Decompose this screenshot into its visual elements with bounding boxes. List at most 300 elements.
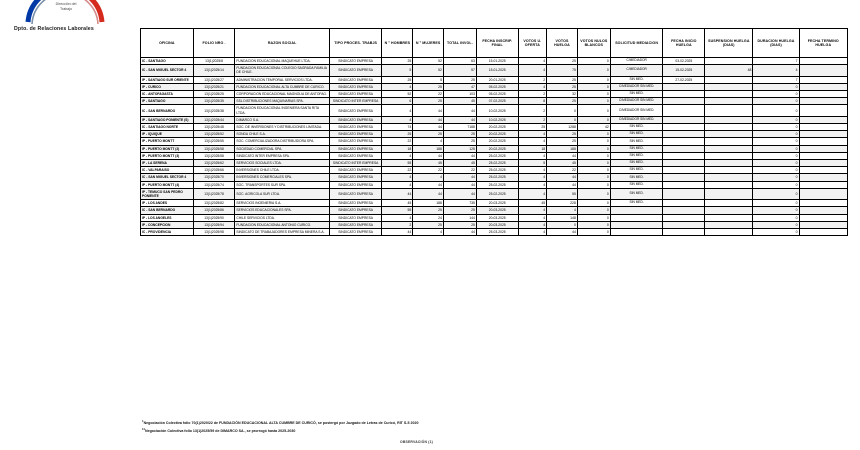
cell-fecha-ter [799, 91, 847, 98]
col-header-fecha-ini: FECHA INICIO HUELGA [663, 29, 705, 58]
cell-razon: SOCIEDAD COMERCIAL SPA. [235, 145, 329, 152]
cell-mujeres: 188 [413, 145, 444, 152]
cell-votos-h: 44 [547, 174, 578, 181]
cell-razon: CHILE SERVICIOS LTDA. [235, 214, 329, 221]
table-row[interactable] [141, 152, 848, 159]
cell-razon: INVERSIONES COMERCIALES SPA. [235, 174, 329, 181]
cell-total: 44 [443, 152, 476, 159]
cell-votos-uo: 4 [518, 229, 547, 236]
cell-votos-h: 45 [547, 160, 578, 167]
cell-folio: 13(1)2025/98 [193, 229, 235, 236]
cell-votos-h: 228 [547, 200, 578, 207]
cell-oficina: IC - VALPARAISO [141, 167, 194, 174]
table-row[interactable] [141, 83, 848, 90]
cell-tipo: SINDICATO EMPRESA [329, 152, 382, 159]
cell-duracion: 0 [753, 105, 799, 116]
cell-razon: SOC. AGRICOLA SUR LTDA. [235, 188, 329, 199]
cell-hombres: 22 [382, 167, 413, 174]
cell-solicitud: SIN MED. [610, 167, 663, 174]
cell-mujeres: 5 [413, 76, 444, 83]
cell-votos-h: 32 [547, 91, 578, 98]
cell-solicitud: C/MEDIADOR SIN MED. [610, 98, 663, 105]
cell-tipo: SINDICATO EMPRESA [329, 91, 382, 98]
cell-suspension [705, 207, 753, 214]
cell-hombres: 4 [382, 214, 413, 221]
cell-suspension [705, 138, 753, 145]
cell-suspension [705, 167, 753, 174]
cell-fecha-ter [799, 138, 847, 145]
cell-fecha-ter [799, 167, 847, 174]
cell-votos-nb: 0 [577, 138, 610, 145]
cell-fecha-ins: 25-02-2025 [476, 152, 518, 159]
table-row[interactable] [141, 105, 848, 116]
table-row[interactable] [141, 145, 848, 152]
cell-votos-uo: 8 [518, 98, 547, 105]
col-header-duracion: DURACION HUELGA (DIAS) [753, 29, 799, 58]
cell-votos-nb: 0 [577, 65, 610, 76]
cell-solicitud [610, 229, 663, 236]
cell-fecha-ins: 20-02-2025 [476, 131, 518, 138]
cell-tipo: SINDICATO EMPRESA [329, 58, 382, 65]
cell-fecha-ter [799, 207, 847, 214]
cell-tipo: SINDICATO EMPRESA [329, 207, 382, 214]
cell-fecha-ini [663, 229, 705, 236]
table-row[interactable] [141, 188, 848, 199]
cell-fecha-ter [799, 152, 847, 159]
cell-duracion: 0 [753, 138, 799, 145]
cell-mujeres: 25 [413, 98, 444, 105]
cell-oficina: IP - PUERTO MONTT (2) [141, 145, 194, 152]
cell-oficina: IP - CONCEPCION [141, 221, 194, 228]
cell-folio: 13(1)2025/78 [193, 188, 235, 199]
cell-votos-nb: 0 [577, 116, 610, 123]
cell-folio: 13(1)2025/21 [193, 83, 235, 90]
cell-tipo: SINDICATO EMPRESA [329, 221, 382, 228]
cell-folio: 13(1)2025/62 [193, 160, 235, 167]
table-row[interactable] [141, 65, 848, 76]
cell-razon: FUNDACION EDUCACIONAL INGENIERA SANTA RITA LTDA. [235, 105, 329, 116]
cell-hombres: 22 [382, 138, 413, 145]
cell-fecha-ini: 27-02-2025 [663, 76, 705, 83]
cell-fecha-ter [799, 76, 847, 83]
cell-oficina: IC - PROVIDENCIA [141, 229, 194, 236]
cell-votos-nb: 0 [577, 207, 610, 214]
cell-hombres: 4 [382, 83, 413, 90]
cell-fecha-ins: 15-01-2025 [476, 65, 518, 76]
cell-tipo: SINDICATO INTER EMPRESA [329, 98, 382, 105]
cell-oficina: IP - SANTIAGO PONIENTE (S) [141, 116, 194, 123]
cell-oficina: IC - SAN BERNARDO [141, 207, 194, 214]
cell-tipo: SINDICATO EMPRESA [329, 188, 382, 199]
cell-duracion: 0 [753, 207, 799, 214]
cell-duracion: 4 [753, 65, 799, 76]
cell-solicitud: SIN MED. [610, 91, 663, 98]
cell-duracion: 0 [753, 131, 799, 138]
cell-oficina: IP - LOS ANGELES [141, 214, 194, 221]
cell-solicitud: SIN MED. [610, 76, 663, 83]
cell-fecha-ini [663, 145, 705, 152]
cell-fecha-ins: 25-02-2025 [476, 167, 518, 174]
report-table [140, 28, 848, 236]
cell-votos-nb: 0 [577, 229, 610, 236]
cell-mujeres: 44 [413, 124, 444, 131]
cell-votos-uo: 4 [518, 152, 547, 159]
cell-folio: 13(1)2025/14 [193, 65, 235, 76]
cell-oficina: IC - SAN BERNARDO [141, 105, 194, 116]
table-row[interactable] [141, 98, 848, 105]
cell-solicitud: SIN MED. [610, 152, 663, 159]
cell-oficina: IP - LOS ANDES [141, 200, 194, 207]
cell-mujeres: 25 [413, 207, 444, 214]
cell-fecha-ini [663, 174, 705, 181]
cell-folio: 13(1)2025/70 [193, 174, 235, 181]
cell-suspension: 48 [705, 65, 753, 76]
cell-votos-nb: 0 [577, 76, 610, 83]
cell-fecha-ini [663, 188, 705, 199]
col-header-folio: FOLIO NRO . [193, 29, 235, 58]
cell-suspension [705, 200, 753, 207]
cell-duracion: 0 [753, 214, 799, 221]
cell-mujeres: 4 [413, 229, 444, 236]
cell-duracion: 0 [753, 188, 799, 199]
cell-folio: 13(1)2025/38 [193, 105, 235, 116]
cell-votos-nb: 0 [577, 98, 610, 105]
cell-tipo: SINDICATO EMPRESA [329, 167, 382, 174]
cell-fecha-ini [663, 167, 705, 174]
cell-total: 25 [443, 221, 476, 228]
cell-fecha-ter [799, 181, 847, 188]
cell-votos-nb: 0 [577, 58, 610, 65]
cell-suspension [705, 188, 753, 199]
cell-fecha-ter [799, 229, 847, 236]
cell-votos-uo: 4 [518, 167, 547, 174]
cell-hombres: 44 [382, 188, 413, 199]
cell-votos-uo: 2 [518, 116, 547, 123]
cell-total: 25 [443, 131, 476, 138]
cell-fecha-ins: 10-02-2025 [476, 105, 518, 116]
cell-hombres: 44 [382, 229, 413, 236]
cell-solicitud [610, 207, 663, 214]
cell-votos-uo: 4 [518, 131, 547, 138]
col-header-votos-h: VOTOS HUELGA [547, 29, 578, 58]
department-label: Dpto. de Relaciones Laborales [14, 26, 94, 32]
cell-duracion: 0 [753, 181, 799, 188]
footnote-2-marker: 11 [142, 426, 145, 431]
cell-fecha-ins: 20-02-2025 [476, 138, 518, 145]
cell-mujeres: 44 [413, 181, 444, 188]
cell-total: 44 [443, 116, 476, 123]
cell-tipo: SINDICATO EMPRESA [329, 214, 382, 221]
logo-line2: Trabajo [59, 6, 73, 11]
cell-votos-uo: 4 [518, 221, 547, 228]
cell-fecha-ins: 20-03-2025 [476, 214, 518, 221]
table-row[interactable] [141, 58, 848, 65]
cell-mujeres: 44 [413, 152, 444, 159]
cell-fecha-ins: 20-02-2025 [476, 124, 518, 131]
table-row[interactable] [141, 200, 848, 207]
cell-fecha-ini [663, 214, 705, 221]
cell-votos-uo: 4 [518, 174, 547, 181]
col-header-tipo: TIPO PROCES. TRABJS [329, 29, 382, 58]
cell-razon: SOC. TRANSPORTES SUR SPA. [235, 181, 329, 188]
cell-fecha-ins: 20-03-2025 [476, 221, 518, 228]
cell-duracion: 0 [753, 98, 799, 105]
cell-votos-nb: 42 [577, 124, 610, 131]
table-row[interactable] [141, 116, 848, 123]
cell-razon: FUNDACION EDUCACIONAL MAQUEHUE LTDA. [235, 58, 329, 65]
cell-mujeres: 25 [413, 131, 444, 138]
cell-oficina: IC - SAN MIGUEL SECTOR 4 [141, 174, 194, 181]
cell-solicitud: SIN MED. [610, 124, 663, 131]
footnote-1-marker: 1 [142, 419, 144, 423]
cell-suspension [705, 131, 753, 138]
cell-suspension [705, 58, 753, 65]
cell-votos-h: 25 [547, 76, 578, 83]
cell-votos-nb: 0 [577, 188, 610, 199]
cell-fecha-ins: 07-02-2025 [476, 98, 518, 105]
cell-razon: CORPORACION EDUCACIONAL MAGNOLIA DE ANTOFAG. [235, 91, 329, 98]
logo-line1: Dirección del [55, 2, 77, 6]
cell-hombres: 25 [382, 76, 413, 83]
cell-hombres: 18 [382, 145, 413, 152]
cell-folio: 13(1)2025/25 [193, 91, 235, 98]
cell-razon: SERVICIOS INGENIERIA S.A. [235, 200, 329, 207]
cell-fecha-ter [799, 116, 847, 123]
cell-total: 22 [443, 167, 476, 174]
cell-solicitud: C/MEDIADOR [610, 65, 663, 76]
cell-votos-nb: 0 [577, 105, 610, 116]
cell-total: 25 [443, 207, 476, 214]
cell-tipo: SINDICATO EMPRESA [329, 131, 382, 138]
cell-razon: DIMARCO S.A. [235, 116, 329, 123]
cell-duracion: 0 [753, 145, 799, 152]
cell-votos-h: 188 [547, 145, 578, 152]
cell-hombres: 4 [382, 174, 413, 181]
cell-folio: 13(1)2025/8 [193, 58, 235, 65]
cell-fecha-ini [663, 152, 705, 159]
cell-fecha-ins: 10-02-2025 [476, 116, 518, 123]
cell-razon: FUNDACION EDUCACIONAL ANTONIO CURICO. [235, 221, 329, 228]
cell-tipo: SINDICATO EMPRESA [329, 138, 382, 145]
cell-duracion: 0 [753, 229, 799, 236]
cell-fecha-ini [663, 83, 705, 90]
table-row[interactable] [141, 131, 848, 138]
cell-folio: 13(1)2025/74 [193, 181, 235, 188]
cell-tipo: SINDICATO EMPRESA [329, 174, 382, 181]
cell-hombres: 45 [382, 200, 413, 207]
cell-total: 44 [443, 229, 476, 236]
cell-fecha-ins: 05-02-2025 [476, 91, 518, 98]
cell-solicitud: SIN MED. [610, 160, 663, 167]
col-header-razon: RAZON SOCIAL [235, 29, 329, 58]
cell-hombres: 4 [382, 105, 413, 116]
footnote-2 [142, 427, 842, 435]
cell-votos-uo: 2 [518, 91, 547, 98]
cell-solicitud: SIN MED. [610, 181, 663, 188]
cell-votos-uo: 4 [518, 65, 547, 76]
report-table-container [140, 28, 848, 236]
table-row[interactable] [141, 91, 848, 98]
cell-total: 44 [443, 105, 476, 116]
cell-suspension [705, 83, 753, 90]
cell-suspension [705, 181, 753, 188]
observation-note: OBSERVACIÓN (1) [400, 440, 434, 444]
cell-oficina: IC - SAN MIGUEL SECTOR 4 [141, 65, 194, 76]
cell-duracion: 7 [753, 58, 799, 65]
cell-oficina: IP - PUERTO MONTT [141, 138, 194, 145]
cell-solicitud: SIN MED. [610, 138, 663, 145]
cell-suspension [705, 76, 753, 83]
cell-votos-nb: 0 [577, 200, 610, 207]
col-header-solicitud: SOLICITUD MEDIACION [610, 29, 663, 58]
cell-fecha-ter [799, 160, 847, 167]
cell-duracion: 0 [753, 167, 799, 174]
cell-votos-uo: 5 [518, 160, 547, 167]
col-header-suspension: SUSPENSION HUELGA (DIAS) [705, 29, 753, 58]
cell-fecha-ter [799, 105, 847, 116]
cell-mujeres: 22 [413, 91, 444, 98]
footnote-2-text: Negociación Colectiva folio 13(1)2025/59 de DIMARCO SA., se prorrogó hasta 2025-2030 [144, 428, 296, 433]
logo-text [38, 2, 94, 11]
table-row[interactable] [141, 221, 848, 228]
cell-mujeres: 52 [413, 65, 444, 76]
cell-tipo: SINDICATO INTER EMPRESA [329, 160, 382, 167]
cell-duracion: 0 [753, 91, 799, 98]
cell-razon: SOC. DE INVERSIONES Y DISTRIBUCIONES LIMITADA. [235, 124, 329, 131]
cell-solicitud: SIN MED. [610, 131, 663, 138]
cell-tipo: SINDICATO EMPRESA [329, 181, 382, 188]
table-row[interactable] [141, 138, 848, 145]
cell-oficina: IP - IQUIQUE [141, 131, 194, 138]
cell-fecha-ter [799, 188, 847, 199]
cell-fecha-ini [663, 138, 705, 145]
cell-votos-h: 75 [547, 65, 578, 76]
cell-total: 103 [443, 91, 476, 98]
cell-fecha-ini [663, 105, 705, 116]
cell-fecha-ter [799, 98, 847, 105]
cell-solicitud: C/MEDIADOR SIN MED. [610, 105, 663, 116]
cell-hombres: 2 [382, 221, 413, 228]
cell-oficina: IC - SANTIAGO NORTE [141, 124, 194, 131]
cell-folio: 13(1)2025/48 [193, 124, 235, 131]
cell-hombres: 25 [382, 131, 413, 138]
cell-duracion: 0 [753, 221, 799, 228]
cell-folio: 13(1)2025/55 [193, 138, 235, 145]
table-row[interactable] [141, 167, 848, 174]
cell-suspension [705, 160, 753, 167]
cell-fecha-ter [799, 65, 847, 76]
cell-fecha-ini [663, 200, 705, 207]
table-row[interactable] [141, 181, 848, 188]
cell-tipo: SINDICATO EMPRESA [329, 76, 382, 83]
cell-tipo: SINDICATO EMPRESA [329, 200, 382, 207]
cell-hombres: 5 [382, 65, 413, 76]
cell-solicitud: SIN MED. [610, 200, 663, 207]
cell-votos-nb: 0 [577, 181, 610, 188]
cell-votos-h: 25 [547, 83, 578, 90]
cell-votos-uo: 2 [518, 105, 547, 116]
cell-votos-h: 148 [547, 214, 578, 221]
cell-total: 125 [443, 145, 476, 152]
footnote-1 [142, 419, 842, 427]
cell-razon: SERVICIOS EDUCACIONALES SPA. [235, 207, 329, 214]
cell-total: 63 [443, 58, 476, 65]
cell-mujeres: 4 [413, 174, 444, 181]
cell-razon: SONDA CHILE S.A. [235, 131, 329, 138]
cell-fecha-ini: 03-02-2025 [663, 58, 705, 65]
cell-mujeres: 22 [413, 167, 444, 174]
cell-fecha-ini [663, 160, 705, 167]
cell-votos-uo: 2 [518, 76, 547, 83]
col-header-hombres: N ° HOMBRES [382, 29, 413, 58]
cell-hombres: 55 [382, 207, 413, 214]
table-row[interactable] [141, 229, 848, 236]
cell-tipo: SINDICATO EMPRESA [329, 145, 382, 152]
cell-solicitud: C/MEDIADOR [610, 58, 663, 65]
cell-oficina: IP - SANTIAGO [141, 98, 194, 105]
cell-razon: SINDICATO DE TRABAJADORES EMPRESA MINERA S.A. [235, 229, 329, 236]
cell-razon: ADMINISTRACION TEMPORAL SERVICIOS LTDA. [235, 76, 329, 83]
cell-fecha-ins: 15-01-2025 [476, 58, 518, 65]
cell-votos-uo: 4 [518, 58, 547, 65]
cell-fecha-ins: 20-01-2025 [476, 76, 518, 83]
cell-votos-uo: 18 [518, 145, 547, 152]
cell-folio: 13(1)2025/27 [193, 76, 235, 83]
cell-hombres: 6 [382, 98, 413, 105]
cell-votos-h: 25 [547, 131, 578, 138]
cell-hombres: 52 [382, 91, 413, 98]
cell-votos-h: 44 [547, 181, 578, 188]
cell-folio: 13(1)2025/66 [193, 167, 235, 174]
cell-fecha-ini [663, 91, 705, 98]
cell-folio: 13(1)2025/94 [193, 221, 235, 228]
cell-duracion: 0 [753, 124, 799, 131]
table-row[interactable] [141, 76, 848, 83]
cell-tipo: SINDICATO EMPRESA [329, 83, 382, 90]
cell-votos-uo: 4 [518, 83, 547, 90]
cell-fecha-ini [663, 124, 705, 131]
cell-razon: SOC. COMERCIALIZADORA DISTRIBUIDORA SPA. [235, 138, 329, 145]
table-row[interactable] [141, 124, 848, 131]
cell-votos-uo: 4 [518, 207, 547, 214]
cell-total: 25 [443, 138, 476, 145]
document-header [0, 0, 140, 46]
cell-tipo: SINDICATO EMPRESA [329, 65, 382, 76]
table-row[interactable] [141, 207, 848, 214]
cell-fecha-ins: 20-02-2025 [476, 145, 518, 152]
cell-total: 25 [443, 76, 476, 83]
cell-votos-nb: 0 [577, 160, 610, 167]
cell-votos-uo: 4 [518, 188, 547, 199]
table-row[interactable] [141, 214, 848, 221]
cell-suspension [705, 145, 753, 152]
cell-suspension [705, 91, 753, 98]
cell-fecha-ini [663, 98, 705, 105]
cell-total: 44 [443, 174, 476, 181]
cell-total: 44 [443, 188, 476, 199]
cell-oficina: IP - LA SERENA [141, 160, 194, 167]
table-row[interactable] [141, 160, 848, 167]
cell-fecha-ins: 25-02-2025 [476, 174, 518, 181]
cell-fecha-ter [799, 83, 847, 90]
table-head [141, 29, 848, 58]
cell-folio: 13(1)2025/52 [193, 131, 235, 138]
cell-folio: 13(1)2025/58 [193, 152, 235, 159]
header-row [141, 29, 848, 58]
cell-votos-nb: 0 [577, 167, 610, 174]
cell-votos-h: 25 [547, 98, 578, 105]
table-row[interactable] [141, 174, 848, 181]
